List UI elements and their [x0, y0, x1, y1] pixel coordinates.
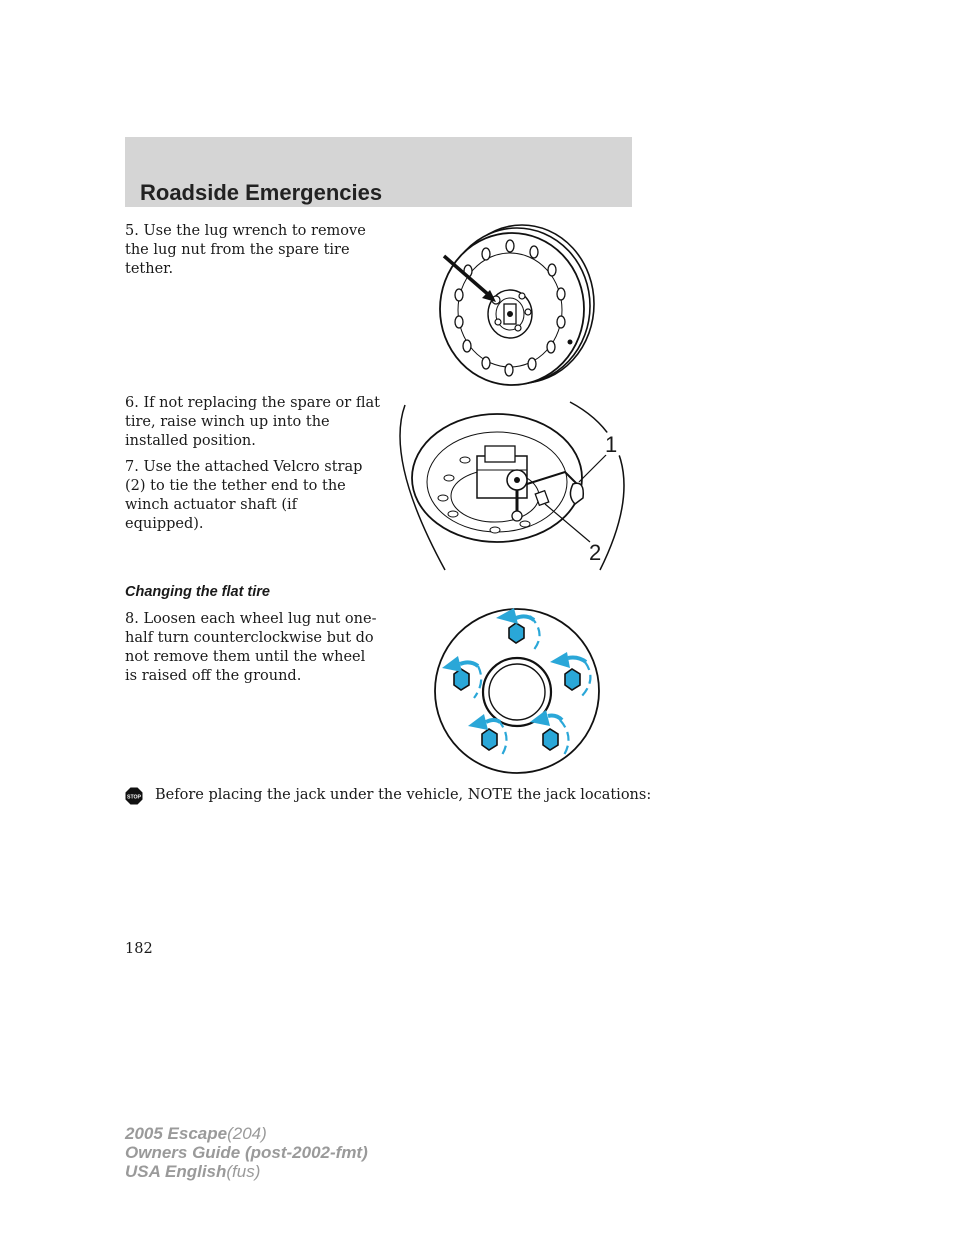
callout-1-label: 1 [605, 432, 618, 457]
callout-2-label: 2 [589, 540, 602, 565]
footer-model-code: (204) [227, 1124, 267, 1143]
page-title: Roadside Emergencies [140, 180, 383, 205]
page-number: 182 [125, 941, 153, 957]
stop-icon [125, 787, 143, 805]
spare-wheel-figure [430, 222, 605, 387]
footer-language: USA English [125, 1162, 227, 1181]
section-title: Changing the flat tire [125, 584, 270, 600]
lug-nut-loosening-figure [430, 600, 610, 775]
step-5-text: 5. Use the lug wrench to remove the lug nut from the spare tire tether. [125, 223, 366, 277]
footer [125, 1124, 368, 1181]
footer-model: 2005 Escape [125, 1124, 228, 1143]
stop-icon-label: STOP [126, 794, 142, 801]
step-8-text: 8. Loosen each wheel lug nut one-half turn counterclockwise but do not remove them until the wheel is raised off the ground. [125, 611, 377, 684]
step-7-text: 7. Use the attached Velcro strap (2) to tie the tether end to the winch actuator shaft (if equipped). [125, 459, 363, 532]
footer-language-code: (fus) [226, 1162, 261, 1181]
warning-row [125, 786, 725, 808]
warning-text: Before placing the jack under the vehicle, NOTE the jack locations: [155, 787, 652, 803]
winch-strap-figure [385, 400, 640, 572]
footer-guide: Owners Guide (post-2002-fmt) [125, 1143, 368, 1162]
step-6-text: 6. If not replacing the spare or flat tire, raise winch up into the installed position. [125, 395, 380, 449]
